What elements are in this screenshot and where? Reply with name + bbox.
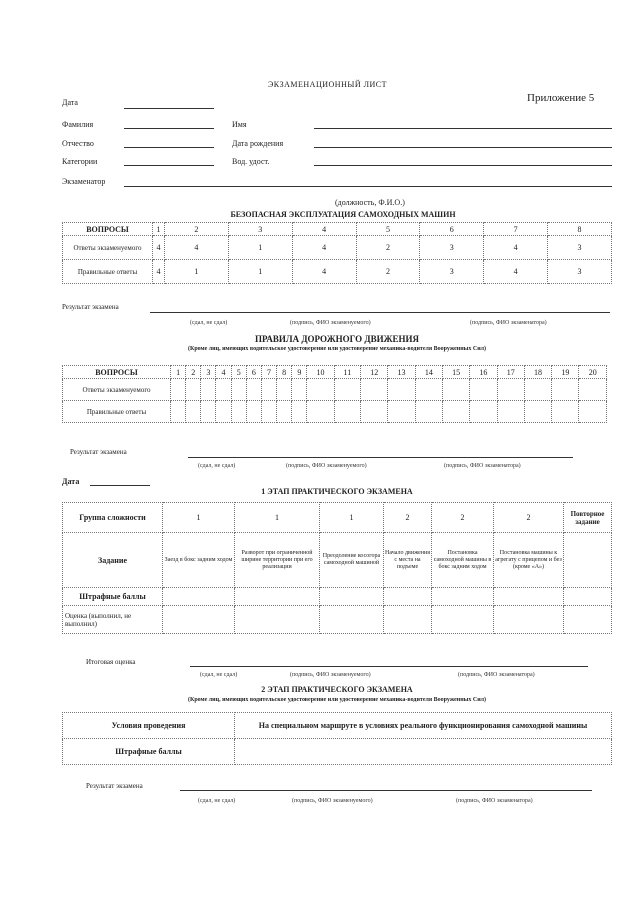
traffic-correct-cell: [497, 401, 524, 423]
traffic-question-number: 3: [201, 366, 216, 379]
license-label: Вод. удост.: [232, 157, 270, 166]
correct-cell: 3: [420, 260, 484, 284]
answer-cell[interactable]: 3: [420, 236, 484, 260]
date-field[interactable]: [124, 108, 214, 109]
safety-questions-header: ВОПРОСЫ: [63, 223, 153, 236]
traffic-question-number: 7: [261, 366, 276, 379]
grade-label: Оценка (выполнил, не выполнил): [63, 606, 163, 634]
final-grade-field[interactable]: [190, 666, 588, 667]
traffic-correct-cell: [361, 401, 388, 423]
traffic-answer-cell[interactable]: [442, 379, 469, 401]
examiner-label: Экзаменатор: [62, 177, 106, 186]
sig-examiner: (подпись, ФИО экзаменатора): [470, 320, 547, 326]
practical2-subtitle: (Кроме лиц, имеющих водительское удостоверение или удостоверение механика-водителя Вооруженных Сил): [187, 697, 487, 703]
traffic-correct-cell: [292, 401, 307, 423]
traffic-subtitle: (Кроме лиц, имеющих водительское удостоверение или удостоверение механика-водителя Вооруженных Сил): [187, 346, 487, 352]
traffic-question-number: 4: [216, 366, 231, 379]
task-cell: Постановка самоходной машины в бокс задним ходом: [432, 533, 494, 588]
birth-date-label: Дата рождения: [232, 139, 284, 148]
traffic-correct-cell: [307, 401, 334, 423]
task-cell: Заезд в бокс задним ходом: [163, 533, 235, 588]
license-field[interactable]: [314, 165, 612, 166]
grade-cell[interactable]: [163, 606, 235, 634]
category-field[interactable]: [124, 165, 214, 166]
traffic-question-number: 14: [415, 366, 442, 379]
answer-cell[interactable]: 4: [292, 236, 356, 260]
traffic-answer-cell[interactable]: [171, 379, 186, 401]
sig-candidate: (подпись, ФИО экзаменуемого): [290, 320, 371, 326]
sig-candidate: (подпись, ФИО экзаменуемого): [290, 672, 371, 678]
traffic-correct-cell: [186, 401, 201, 423]
correct-cell: 4: [292, 260, 356, 284]
traffic-answer-cell[interactable]: [524, 379, 551, 401]
penalty2-label: Штрафные баллы: [63, 739, 235, 765]
grade-cell[interactable]: [384, 606, 432, 634]
traffic-questions-header: ВОПРОСЫ: [63, 366, 171, 379]
traffic-answer-cell[interactable]: [552, 379, 579, 401]
grade-cell[interactable]: [564, 606, 612, 634]
safety-result-label: Результат экзамена: [62, 303, 119, 311]
patronymic-field[interactable]: [124, 147, 214, 148]
question-number: 7: [484, 223, 548, 236]
traffic-question-number: 19: [552, 366, 579, 379]
traffic-correct-cell: [388, 401, 415, 423]
answer-cell[interactable]: 4: [165, 236, 229, 260]
date2-field[interactable]: [90, 485, 150, 486]
task-cell: Постановка машины к агрегату с прицепом и без (кроме «А»): [494, 533, 564, 588]
repeat-task-cell[interactable]: [564, 533, 612, 588]
safety-result-field[interactable]: [150, 312, 610, 313]
traffic-candidate-label: Ответы экзаменуемого: [63, 379, 171, 401]
practical2-result-field[interactable]: [180, 790, 592, 791]
grade-cell[interactable]: [320, 606, 384, 634]
task-cell: Разворот при ограниченной ширине территории при его реализации: [235, 533, 320, 588]
traffic-correct-cell: [524, 401, 551, 423]
sig-pass: (сдал, не сдал): [198, 798, 236, 804]
sig-examiner: (подпись, ФИО экзаменатора): [458, 672, 535, 678]
appendix-label: Приложение 5: [527, 92, 595, 104]
traffic-title: ПРАВИЛА ДОРОЖНОГО ДВИЖЕНИЯ: [255, 334, 419, 344]
safety-title: БЕЗОПАСНАЯ ЭКСПЛУАТАЦИЯ САМОХОДНЫХ МАШИН: [230, 210, 456, 219]
correct-cell: 3: [548, 260, 612, 284]
traffic-correct-cell: [277, 401, 292, 423]
traffic-correct-cell: [442, 401, 469, 423]
traffic-correct-cell: [415, 401, 442, 423]
document-title: ЭКЗАМЕНАЦИОННЫЙ ЛИСТ: [268, 80, 388, 89]
repeat-header: Повторное задание: [564, 503, 612, 533]
correct-cell: 2: [356, 260, 420, 284]
traffic-answer-cell[interactable]: [497, 379, 524, 401]
traffic-correct-cell: [470, 401, 497, 423]
traffic-question-number: 13: [388, 366, 415, 379]
group-cell: 1: [163, 503, 235, 533]
traffic-correct-cell: [231, 401, 246, 423]
grade-cell[interactable]: [432, 606, 494, 634]
traffic-answer-cell[interactable]: [361, 379, 388, 401]
practical2-result-label: Результат экзамена: [86, 782, 143, 790]
correct-cell: 1: [165, 260, 229, 284]
grade-cell[interactable]: [235, 606, 320, 634]
birth-date-field[interactable]: [314, 147, 612, 148]
practical1-title: 1 ЭТАП ПРАКТИЧЕСКОГО ЭКЗАМЕНА: [261, 487, 413, 496]
traffic-answer-cell[interactable]: [292, 379, 307, 401]
traffic-question-number: 15: [442, 366, 469, 379]
task-cell: Преодоление косогора самоходной машиной: [320, 533, 384, 588]
surname-field[interactable]: [124, 128, 214, 129]
traffic-correct-cell: [201, 401, 216, 423]
conditions-label: Условия проведения: [63, 713, 235, 739]
traffic-question-number: 8: [277, 366, 292, 379]
conditions-value: На специальном маршруте в условиях реального функционирования самоходной машины: [235, 713, 612, 739]
penalty-label: Штрафные баллы: [63, 588, 163, 606]
traffic-answer-cell[interactable]: [216, 379, 231, 401]
traffic-result-field[interactable]: [188, 457, 573, 458]
surname-label: Фамилия: [62, 120, 94, 129]
traffic-correct-cell: [579, 401, 607, 423]
name-field[interactable]: [314, 128, 612, 129]
traffic-correct-cell: [216, 401, 231, 423]
penalty-cell[interactable]: [320, 588, 384, 606]
traffic-answer-cell[interactable]: [470, 379, 497, 401]
sig-examiner: (подпись, ФИО экзаменатора): [444, 463, 521, 469]
traffic-answer-cell[interactable]: [307, 379, 334, 401]
date2-label: Дата: [62, 477, 80, 486]
group-label: Группа сложности: [63, 503, 163, 533]
practical1-table: [62, 502, 612, 634]
correct-answers-label: Правильные ответы: [63, 260, 153, 284]
group-cell: 2: [432, 503, 494, 533]
traffic-answer-cell[interactable]: [186, 379, 201, 401]
grade-cell[interactable]: [494, 606, 564, 634]
sig-candidate: (подпись, ФИО экзаменуемого): [286, 463, 367, 469]
question-number: 6: [420, 223, 484, 236]
question-number: 8: [548, 223, 612, 236]
traffic-correct-cell: [171, 401, 186, 423]
penalty-cell[interactable]: [163, 588, 235, 606]
traffic-question-number: 12: [361, 366, 388, 379]
question-number: 5: [356, 223, 420, 236]
traffic-answer-cell[interactable]: [579, 379, 607, 401]
date-label: Дата: [62, 98, 78, 107]
question-number: 4: [292, 223, 356, 236]
candidate-answers-label: Ответы экзаменуемого: [63, 236, 153, 260]
traffic-question-number: 20: [579, 366, 607, 379]
traffic-answer-cell[interactable]: [334, 379, 360, 401]
answer-cell[interactable]: 2: [356, 236, 420, 260]
traffic-answer-cell[interactable]: [388, 379, 415, 401]
answer-cell[interactable]: 4: [484, 236, 548, 260]
traffic-answer-cell[interactable]: [231, 379, 246, 401]
traffic-answer-cell[interactable]: [277, 379, 292, 401]
penalty-cell[interactable]: [432, 588, 494, 606]
sig-candidate: (подпись, ФИО экзаменуемого): [292, 798, 373, 804]
sig-pass: (сдал, не сдал): [200, 672, 238, 678]
traffic-question-number: 16: [470, 366, 497, 379]
group-cell: 2: [384, 503, 432, 533]
penalty-cell[interactable]: [564, 588, 612, 606]
penalty-cell[interactable]: [235, 588, 320, 606]
traffic-question-number: 2: [186, 366, 201, 379]
correct-cell: 4: [153, 260, 165, 284]
name-label: Имя: [232, 120, 247, 129]
group-cell: 1: [320, 503, 384, 533]
penalty-cell[interactable]: [384, 588, 432, 606]
traffic-table: [62, 365, 607, 423]
examiner-field[interactable]: [124, 186, 612, 187]
question-number: 1: [153, 223, 165, 236]
traffic-question-number: 6: [246, 366, 261, 379]
traffic-question-number: 17: [497, 366, 524, 379]
answer-cell[interactable]: 4: [153, 236, 165, 260]
category-label: Категории: [62, 157, 98, 166]
traffic-correct-cell: [334, 401, 360, 423]
group-cell: 2: [494, 503, 564, 533]
traffic-correct-cell: [261, 401, 276, 423]
patronymic-label: Отчество: [62, 139, 94, 148]
sig-pass: (сдал, не сдал): [198, 463, 236, 469]
traffic-answer-cell[interactable]: [415, 379, 442, 401]
question-number: 3: [228, 223, 292, 236]
traffic-answer-cell[interactable]: [201, 379, 216, 401]
penalty2-cell[interactable]: [235, 739, 612, 765]
task-cell: Начало движения с места на подъеме: [384, 533, 432, 588]
traffic-answer-cell[interactable]: [246, 379, 261, 401]
traffic-correct-cell: [246, 401, 261, 423]
safety-table: [62, 222, 612, 284]
traffic-question-number: 1: [171, 366, 186, 379]
answer-cell[interactable]: 1: [228, 236, 292, 260]
traffic-question-number: 18: [524, 366, 551, 379]
group-cell: 1: [235, 503, 320, 533]
position-hint: (должность, Ф.И.О.): [335, 198, 405, 207]
question-number: 2: [165, 223, 229, 236]
penalty-cell[interactable]: [494, 588, 564, 606]
traffic-question-number: 5: [231, 366, 246, 379]
correct-cell: 4: [484, 260, 548, 284]
correct-cell: 1: [228, 260, 292, 284]
traffic-result-label: Результат экзамена: [70, 448, 127, 456]
practical2-title: 2 ЭТАП ПРАКТИЧЕСКОГО ЭКЗАМЕНА: [261, 685, 413, 694]
sig-examiner: (подпись, ФИО экзаменатора): [456, 798, 533, 804]
practical2-table: [62, 712, 612, 765]
traffic-question-number: 11: [334, 366, 360, 379]
sig-pass: (сдал, не сдал): [190, 320, 228, 326]
traffic-answer-cell[interactable]: [261, 379, 276, 401]
final-grade-label: Итоговая оценка: [86, 658, 136, 666]
answer-cell[interactable]: 3: [548, 236, 612, 260]
traffic-correct-label: Правильные ответы: [63, 401, 171, 423]
task-label: Задание: [63, 533, 163, 588]
traffic-question-number: 10: [307, 366, 334, 379]
traffic-correct-cell: [552, 401, 579, 423]
traffic-question-number: 9: [292, 366, 307, 379]
